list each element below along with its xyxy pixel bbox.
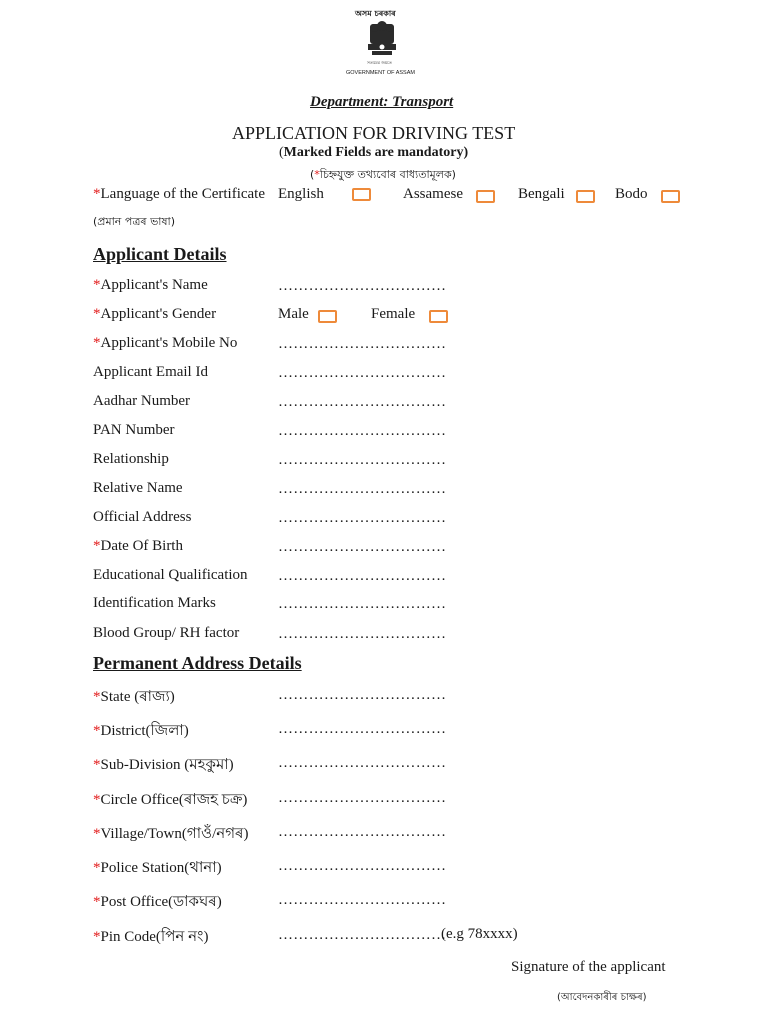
blood-group-label: Blood Group/ RH factor [93,625,240,641]
applicant-mobile-label: *Applicant's Mobile No [93,335,238,351]
relationship-field[interactable]: …………………………… [278,452,447,468]
language-option-assamese-label: Assamese [403,186,463,202]
signature-label: Signature of the applicant [511,959,666,975]
emblem-caption: সত্যমেৱ জয়তে [367,60,392,65]
pan-number-field[interactable]: …………………………… [278,423,447,439]
native-mandatory-note: (*চিহ্নযুক্ত তথ্যবোৰ বাধ্যতামূলক) [310,168,456,181]
educational-qualification-label: Educational Qualification [93,567,248,583]
applicant-name-label: *Applicant's Name [93,277,208,293]
permanent-address-heading: Permanent Address Details [93,653,302,673]
language-bodo-checkbox[interactable] [661,190,680,203]
applicant-email-label: Applicant Email Id [93,364,208,380]
post-office-field[interactable]: …………………………… [278,892,447,908]
pan-number-label: PAN Number [93,422,175,438]
applicant-gender-label: *Applicant's Gender [93,306,217,322]
assam-gov-native: অসম চৰকাৰ [355,9,396,18]
gender-male-checkbox[interactable] [318,310,337,323]
aadhar-number-label: Aadhar Number [93,393,191,409]
gender-female-checkbox[interactable] [429,310,448,323]
language-option-bengali-label: Bengali [518,186,565,202]
circle-office-label: *Circle Office(ৰাজহ চক্ৰ) [93,792,248,808]
aadhar-number-field[interactable]: …………………………… [278,394,447,410]
police-station-label: *Police Station(থানা) [93,860,222,876]
applicant-email-field[interactable]: …………………………… [278,365,447,381]
gender-male-label: Male [278,306,309,322]
applicant-mobile-field[interactable]: …………………………… [278,336,447,352]
department-title: Department: Transport [310,94,454,110]
form-title: APPLICATION FOR DRIVING TEST [232,123,516,143]
relationship-label: Relationship [93,451,169,467]
blood-group-field[interactable]: …………………………… [278,626,447,642]
police-station-field[interactable]: …………………………… [278,858,447,874]
language-bengali-checkbox[interactable] [576,190,595,203]
relative-name-label: Relative Name [93,480,183,496]
sub-division-label: *Sub-Division (মহকুমা) [93,757,234,773]
official-address-field[interactable]: …………………………… [278,510,447,526]
state-field[interactable]: …………………………… [278,687,447,703]
date-of-birth-field[interactable]: …………………………… [278,539,447,555]
village-town-field[interactable]: …………………………… [278,824,447,840]
date-of-birth-label: *Date Of Birth [93,538,183,554]
signature-native-label: (আবেদনকাৰীৰ চাক্ষৰ) [557,992,647,1003]
sub-division-field[interactable]: …………………………… [278,755,447,771]
language-assamese-checkbox[interactable] [476,190,495,203]
language-option-bodo-label: Bodo [615,186,648,202]
official-address-label: Official Address [93,509,192,525]
educational-qualification-field[interactable]: …………………………… [278,568,447,584]
language-label: *Language of the Certificate [93,186,266,202]
language-english-checkbox[interactable] [352,188,371,201]
district-field[interactable]: …………………………… [278,721,447,737]
pin-code-label: *Pin Code(পিন নং) [93,929,209,945]
assam-gov-english: GOVERNMENT OF ASSAM [346,70,415,76]
district-label: *District(জিলা) [93,723,189,739]
village-town-label: *Village/Town(গাওঁ/নগৰ) [93,826,249,842]
post-office-label: *Post Office(ডাকঘৰ) [93,894,222,910]
gender-female-label: Female [371,306,416,322]
state-label: *State (ৰাজ্য) [93,689,175,705]
pin-code-example: (e.g 78xxxx) [441,926,518,942]
language-option-english-label: English [278,186,324,202]
identification-marks-field[interactable]: …………………………… [278,596,447,612]
pin-code-field[interactable]: …………………………… [278,927,447,943]
identification-marks-label: Identification Marks [93,595,216,611]
applicant-details-heading: Applicant Details [93,244,227,264]
circle-office-field[interactable]: …………………………… [278,790,447,806]
mandatory-note: (Marked Fields are mandatory) [279,145,469,160]
relative-name-field[interactable]: …………………………… [278,481,447,497]
language-native-label: (প্ৰমান পত্ৰৰ ভাষা) [93,215,176,228]
applicant-name-field[interactable]: …………………………… [278,278,447,294]
